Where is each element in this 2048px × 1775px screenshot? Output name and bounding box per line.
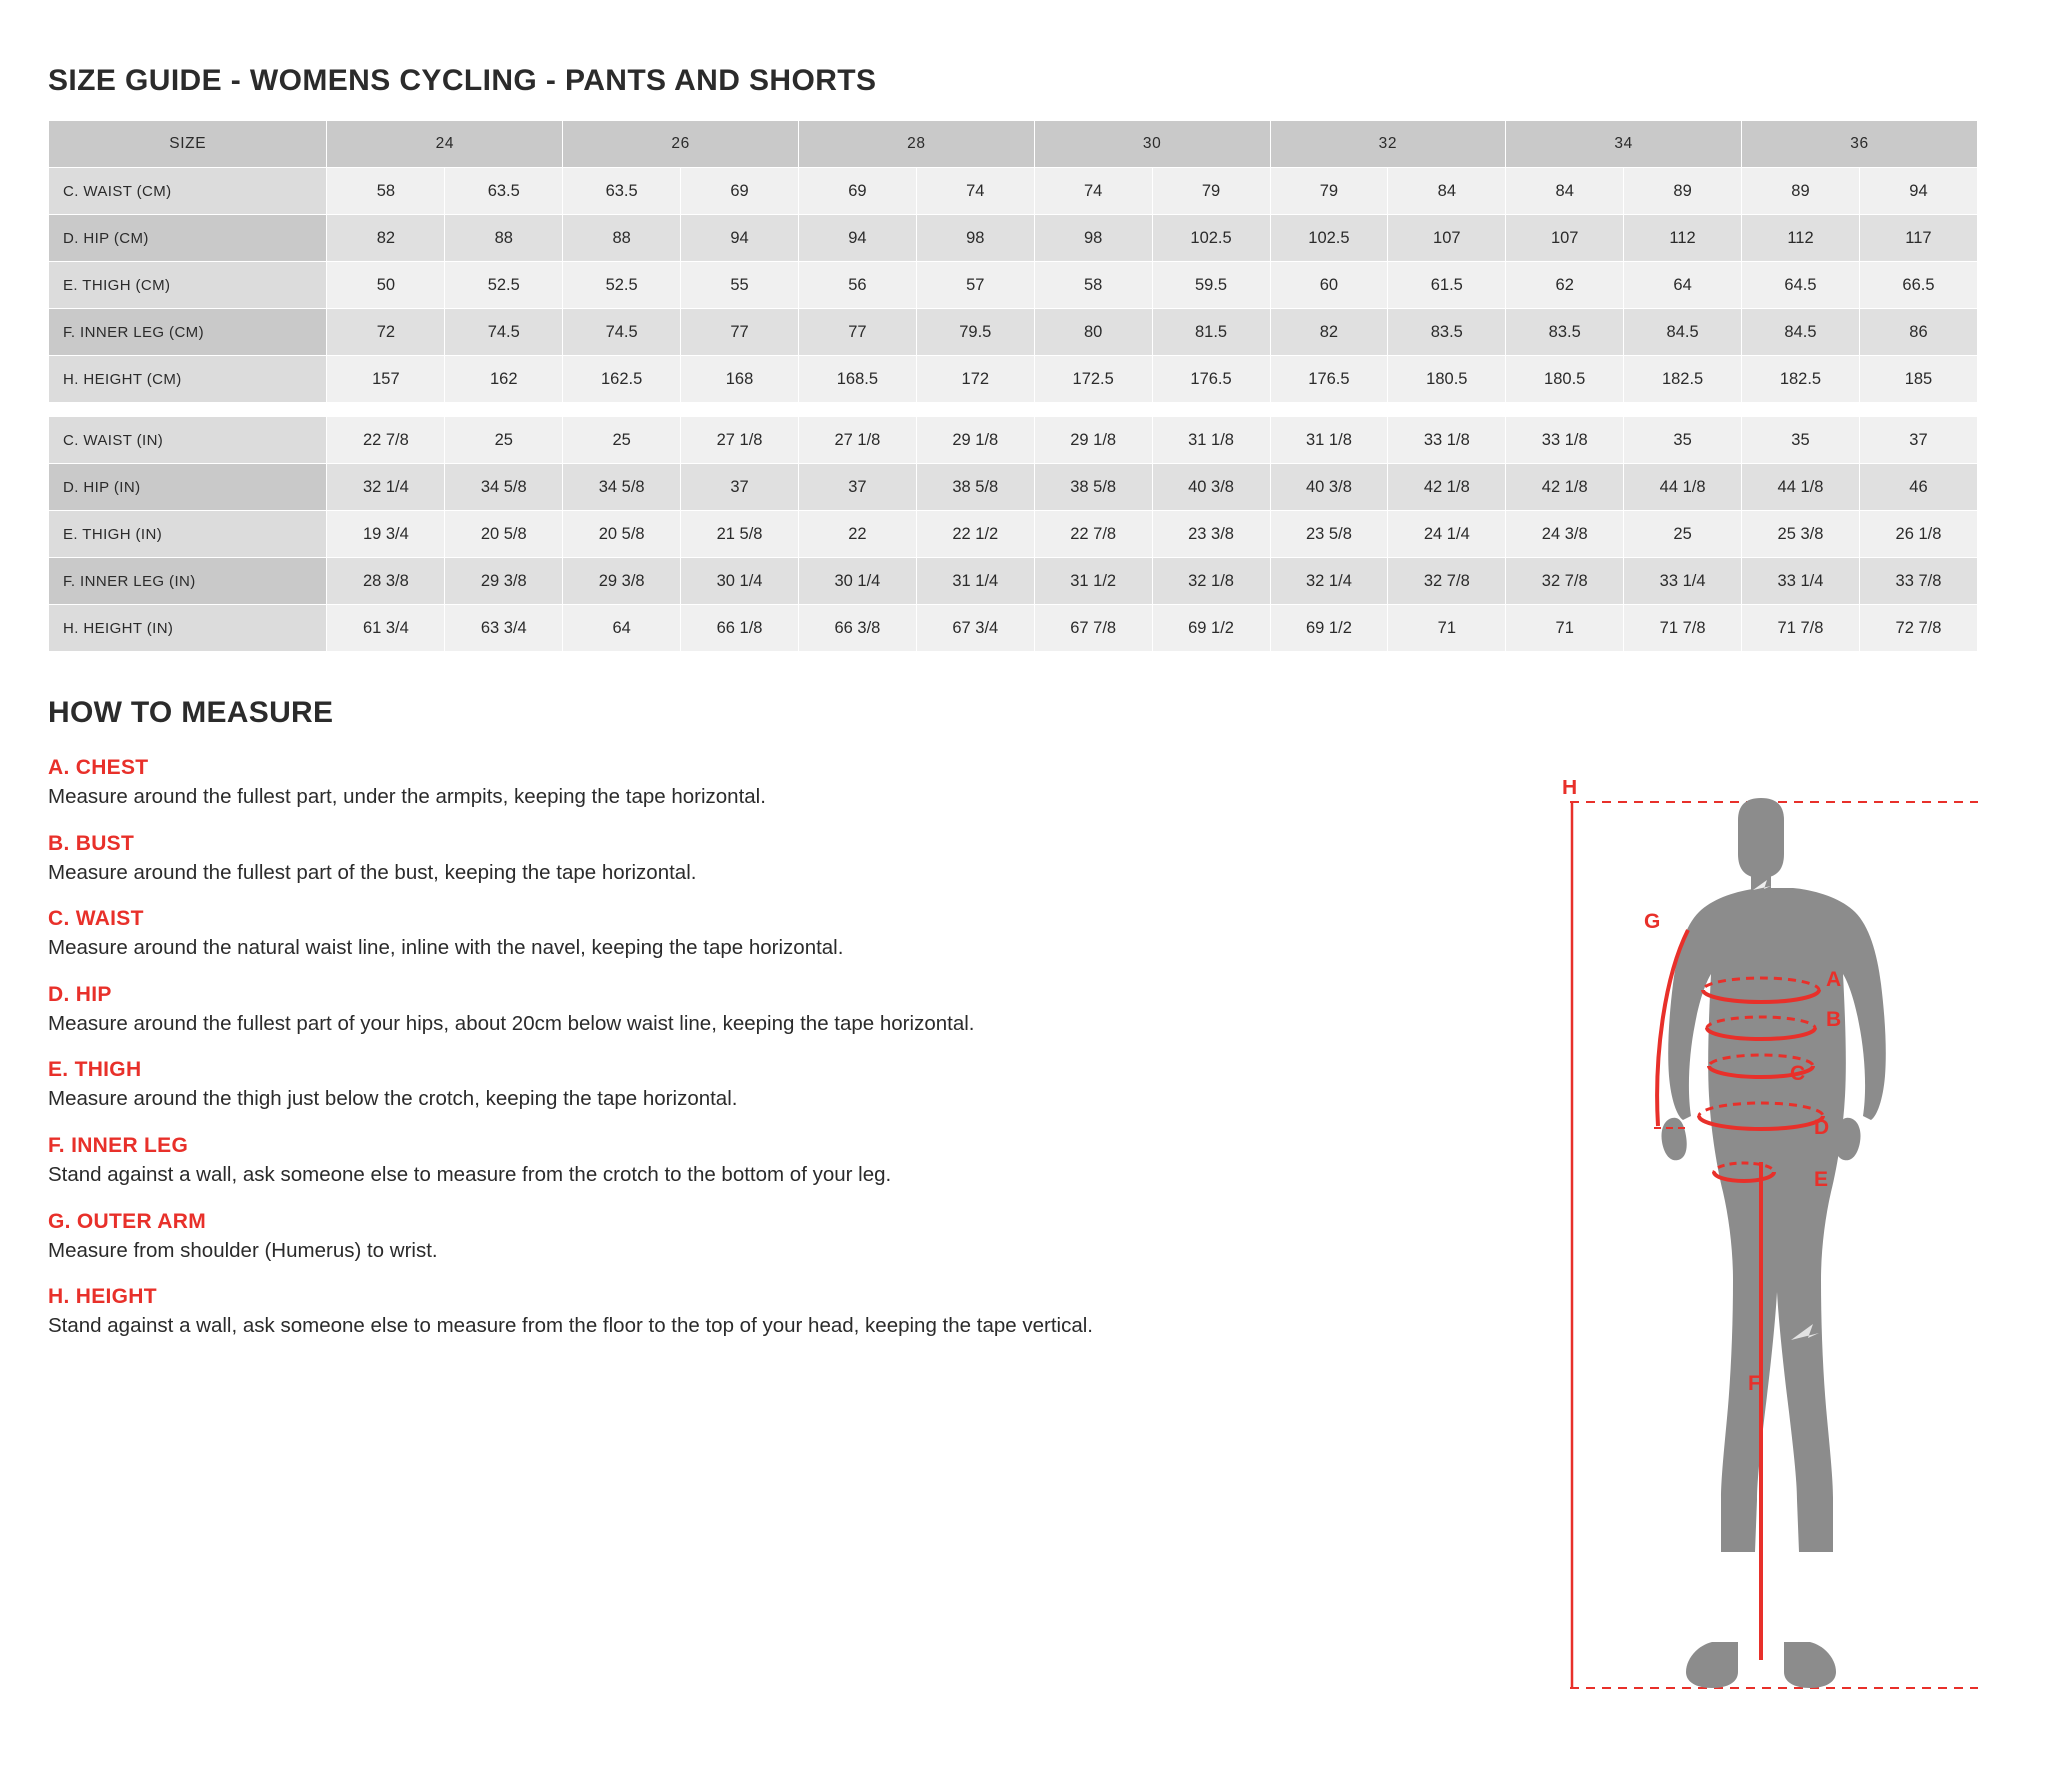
table-cell: 180.5 bbox=[1388, 356, 1506, 403]
table-cell: 112 bbox=[1742, 215, 1860, 262]
table-cell: 88 bbox=[563, 215, 681, 262]
measure-item-c bbox=[48, 907, 1468, 961]
table-cell: 24 3/8 bbox=[1506, 511, 1624, 558]
table-cell: 74 bbox=[1034, 168, 1152, 215]
table-cell: 69 1/2 bbox=[1152, 605, 1270, 652]
measure-item-heading: H. HEIGHT bbox=[48, 1285, 157, 1309]
table-cell: 61.5 bbox=[1388, 262, 1506, 309]
table-cell: 63 3/4 bbox=[445, 605, 563, 652]
table-cell: 102.5 bbox=[1270, 215, 1388, 262]
table-cell: 22 7/8 bbox=[327, 417, 445, 464]
measure-instructions-list bbox=[48, 756, 1468, 1339]
measure-item-a bbox=[48, 756, 1468, 810]
how-to-measure-heading: HOW TO MEASURE bbox=[48, 696, 334, 729]
row-label: F. INNER LEG (IN) bbox=[49, 558, 327, 605]
table-cell: 94 bbox=[681, 215, 799, 262]
table-cell: 69 bbox=[798, 168, 916, 215]
table-header-size-36: 36 bbox=[1742, 121, 1978, 168]
table-cell: 32 1/4 bbox=[327, 464, 445, 511]
table-cell: 22 7/8 bbox=[1034, 511, 1152, 558]
table-cell: 25 bbox=[445, 417, 563, 464]
table-cell: 33 1/8 bbox=[1506, 417, 1624, 464]
measure-item-description: Measure from shoulder (Humerus) to wrist. bbox=[48, 1238, 438, 1262]
table-cell: 52.5 bbox=[445, 262, 563, 309]
table-cell: 79.5 bbox=[916, 309, 1034, 356]
measure-item-e bbox=[48, 1058, 1468, 1112]
table-cell: 67 7/8 bbox=[1034, 605, 1152, 652]
table-cell: 35 bbox=[1624, 417, 1742, 464]
table-cell: 61 3/4 bbox=[327, 605, 445, 652]
row-label: C. WAIST (CM) bbox=[49, 168, 327, 215]
table-cell: 80 bbox=[1034, 309, 1152, 356]
measure-item-d bbox=[48, 983, 1468, 1037]
row-label: H. HEIGHT (IN) bbox=[49, 605, 327, 652]
measure-item-heading: A. CHEST bbox=[48, 756, 149, 779]
table-cell: 44 1/8 bbox=[1624, 464, 1742, 511]
table-cell: 94 bbox=[798, 215, 916, 262]
table-cell: 40 3/8 bbox=[1152, 464, 1270, 511]
table-cell: 20 5/8 bbox=[445, 511, 563, 558]
table-cell: 57 bbox=[916, 262, 1034, 309]
table-cell: 81.5 bbox=[1152, 309, 1270, 356]
page-title bbox=[48, 64, 2000, 98]
table-cell: 28 3/8 bbox=[327, 558, 445, 605]
row-label: D. HIP (IN) bbox=[49, 464, 327, 511]
table-cell: 29 3/8 bbox=[445, 558, 563, 605]
table-cell: 89 bbox=[1624, 168, 1742, 215]
table-cell: 22 1/2 bbox=[916, 511, 1034, 558]
measure-item-heading: B. BUST bbox=[48, 831, 135, 855]
table-cell: 42 1/8 bbox=[1506, 464, 1624, 511]
table-cell: 32 1/4 bbox=[1270, 558, 1388, 605]
table-cell: 20 5/8 bbox=[563, 511, 681, 558]
table-cell: 182.5 bbox=[1624, 356, 1742, 403]
table-cell: 64 bbox=[563, 605, 681, 652]
table-cell: 69 bbox=[681, 168, 799, 215]
table-cell: 83.5 bbox=[1388, 309, 1506, 356]
table-cell: 31 1/2 bbox=[1034, 558, 1152, 605]
table-cell: 21 5/8 bbox=[681, 511, 799, 558]
table-cell: 64.5 bbox=[1742, 262, 1860, 309]
table-cell: 52.5 bbox=[563, 262, 681, 309]
table-cell: 63.5 bbox=[563, 168, 681, 215]
table-cell: 38 5/8 bbox=[916, 464, 1034, 511]
table-cell: 185 bbox=[1859, 356, 1977, 403]
table-cell: 29 3/8 bbox=[563, 558, 681, 605]
table-cell: 172 bbox=[916, 356, 1034, 403]
table-cell: 33 1/8 bbox=[1388, 417, 1506, 464]
measure-item-description: Measure around the fullest part, under the armpits, keeping the tape horizontal. bbox=[48, 785, 766, 808]
table-cell: 60 bbox=[1270, 262, 1388, 309]
table-cell: 176.5 bbox=[1270, 356, 1388, 403]
table-cell: 71 7/8 bbox=[1742, 605, 1860, 652]
table-cell: 23 5/8 bbox=[1270, 511, 1388, 558]
table-cell: 88 bbox=[445, 215, 563, 262]
table-cell: 168 bbox=[681, 356, 799, 403]
table-cell: 157 bbox=[327, 356, 445, 403]
measure-item-heading: G. OUTER ARM bbox=[48, 1209, 206, 1233]
size-chart-table bbox=[48, 120, 1978, 652]
measure-item-description: Measure around the fullest part of the bust, keeping the tape horizontal. bbox=[48, 860, 697, 884]
table-cell: 74.5 bbox=[563, 309, 681, 356]
table-cell: 84 bbox=[1388, 168, 1506, 215]
table-cell: 77 bbox=[681, 309, 799, 356]
table-cell: 56 bbox=[798, 262, 916, 309]
table-cell: 84 bbox=[1506, 168, 1624, 215]
table-cell: 162 bbox=[445, 356, 563, 403]
table-row bbox=[49, 511, 1978, 558]
table-header-size-32: 32 bbox=[1270, 121, 1506, 168]
table-cell: 33 7/8 bbox=[1859, 558, 1977, 605]
table-cell: 46 bbox=[1859, 464, 1977, 511]
measure-item-heading: E. THIGH bbox=[48, 1058, 142, 1082]
table-cell: 31 1/8 bbox=[1270, 417, 1388, 464]
table-cell: 22 bbox=[798, 511, 916, 558]
table-header-size-30: 30 bbox=[1034, 121, 1270, 168]
table-row bbox=[49, 464, 1978, 511]
row-label: D. HIP (CM) bbox=[49, 215, 327, 262]
table-cell: 176.5 bbox=[1152, 356, 1270, 403]
table-cell: 29 1/8 bbox=[916, 417, 1034, 464]
table-cell: 34 5/8 bbox=[563, 464, 681, 511]
table-cell: 40 3/8 bbox=[1270, 464, 1388, 511]
table-row bbox=[49, 356, 1978, 403]
table-cell: 168.5 bbox=[798, 356, 916, 403]
figure-letter-E: E bbox=[1814, 1168, 1829, 1191]
measure-item-description: Measure around the fullest part of your hips, about 20cm below waist line, keeping the tape horizontal. bbox=[48, 1011, 975, 1035]
table-cell: 182.5 bbox=[1742, 356, 1860, 403]
measure-item-description: Measure around the thigh just below the crotch, keeping the tape horizontal. bbox=[48, 1087, 738, 1111]
table-cell: 71 7/8 bbox=[1624, 605, 1742, 652]
table-cell: 72 bbox=[327, 309, 445, 356]
table-cell: 25 bbox=[1624, 511, 1742, 558]
table-cell: 25 3/8 bbox=[1742, 511, 1860, 558]
row-label: F. INNER LEG (CM) bbox=[49, 309, 327, 356]
row-label: C. WAIST (IN) bbox=[49, 417, 327, 464]
table-cell: 31 1/8 bbox=[1152, 417, 1270, 464]
table-cell: 30 1/4 bbox=[681, 558, 799, 605]
table-cell: 66.5 bbox=[1859, 262, 1977, 309]
table-cell: 50 bbox=[327, 262, 445, 309]
table-cell: 32 7/8 bbox=[1506, 558, 1624, 605]
table-cell: 34 5/8 bbox=[445, 464, 563, 511]
table-cell: 79 bbox=[1152, 168, 1270, 215]
measure-item-description: Stand against a wall, ask someone else to measure from the floor to the top of your head, keeping the tape vertical. bbox=[48, 1314, 1093, 1338]
table-cell: 79 bbox=[1270, 168, 1388, 215]
table-cell: 38 5/8 bbox=[1034, 464, 1152, 511]
table-cell: 29 1/8 bbox=[1034, 417, 1152, 464]
table-header-size-28: 28 bbox=[798, 121, 1034, 168]
table-cell: 72 7/8 bbox=[1859, 605, 1977, 652]
table-row bbox=[49, 417, 1978, 464]
table-cell: 33 1/4 bbox=[1624, 558, 1742, 605]
measure-item-heading: F. INNER LEG bbox=[48, 1133, 189, 1157]
table-cell: 37 bbox=[798, 464, 916, 511]
measure-item-b bbox=[48, 832, 1468, 886]
page-title-rest: - WOMENS CYCLING - PANTS AND SHORTS bbox=[222, 64, 877, 97]
table-cell: 44 1/8 bbox=[1742, 464, 1860, 511]
table-row bbox=[49, 558, 1978, 605]
table-cell: 102.5 bbox=[1152, 215, 1270, 262]
table-cell: 172.5 bbox=[1034, 356, 1152, 403]
table-cell: 23 3/8 bbox=[1152, 511, 1270, 558]
table-cell: 32 7/8 bbox=[1388, 558, 1506, 605]
table-header-size-26: 26 bbox=[563, 121, 799, 168]
table-cell: 69 1/2 bbox=[1270, 605, 1388, 652]
figure-letter-F: F bbox=[1748, 1372, 1761, 1395]
figure-letter-A: A bbox=[1826, 968, 1842, 991]
table-header-size: SIZE bbox=[49, 121, 327, 168]
table-cell: 58 bbox=[1034, 262, 1152, 309]
figure-letter-B: B bbox=[1826, 1008, 1842, 1031]
measure-item-heading: D. HIP bbox=[48, 982, 112, 1006]
row-label: H. HEIGHT (CM) bbox=[49, 356, 327, 403]
table-cell: 74.5 bbox=[445, 309, 563, 356]
table-cell: 32 1/8 bbox=[1152, 558, 1270, 605]
table-row bbox=[49, 262, 1978, 309]
measure-item-f bbox=[48, 1134, 1468, 1188]
table-cell: 37 bbox=[1859, 417, 1977, 464]
measure-item-description: Measure around the natural waist line, inline with the navel, keeping the tape horizontal. bbox=[48, 936, 844, 960]
table-cell: 58 bbox=[327, 168, 445, 215]
table-cell: 25 bbox=[563, 417, 681, 464]
table-cell: 107 bbox=[1506, 215, 1624, 262]
table-cell: 59.5 bbox=[1152, 262, 1270, 309]
table-cell: 67 3/4 bbox=[916, 605, 1034, 652]
table-row bbox=[49, 309, 1978, 356]
table-cell: 55 bbox=[681, 262, 799, 309]
table-cell: 63.5 bbox=[445, 168, 563, 215]
body-measurement-diagram bbox=[1548, 780, 2008, 1710]
table-cell: 33 1/4 bbox=[1742, 558, 1860, 605]
row-label: E. THIGH (IN) bbox=[49, 511, 327, 558]
figure-letter-C: C bbox=[1790, 1062, 1806, 1085]
table-cell: 82 bbox=[327, 215, 445, 262]
table-cell: 83.5 bbox=[1506, 309, 1624, 356]
table-row bbox=[49, 605, 1978, 652]
figure-letter-H: H bbox=[1562, 780, 1578, 799]
measure-item-h bbox=[48, 1285, 1468, 1339]
table-section-spacer bbox=[49, 403, 1978, 417]
table-cell: 94 bbox=[1859, 168, 1977, 215]
table-cell: 64 bbox=[1624, 262, 1742, 309]
table-cell: 86 bbox=[1859, 309, 1977, 356]
table-cell: 117 bbox=[1859, 215, 1977, 262]
table-row bbox=[49, 168, 1978, 215]
table-cell: 98 bbox=[916, 215, 1034, 262]
table-cell: 162.5 bbox=[563, 356, 681, 403]
figure-letter-G: G bbox=[1644, 910, 1661, 933]
table-cell: 19 3/4 bbox=[327, 511, 445, 558]
table-cell: 37 bbox=[681, 464, 799, 511]
table-cell: 62 bbox=[1506, 262, 1624, 309]
table-cell: 30 1/4 bbox=[798, 558, 916, 605]
table-cell: 27 1/8 bbox=[798, 417, 916, 464]
table-header-size-34: 34 bbox=[1506, 121, 1742, 168]
table-header-row bbox=[49, 121, 1978, 168]
table-cell: 71 bbox=[1506, 605, 1624, 652]
table-cell: 66 1/8 bbox=[681, 605, 799, 652]
table-cell: 71 bbox=[1388, 605, 1506, 652]
page-title-prefix: SIZE GUIDE bbox=[48, 64, 223, 97]
table-cell: 84.5 bbox=[1742, 309, 1860, 356]
table-cell: 84.5 bbox=[1624, 309, 1742, 356]
table-cell: 180.5 bbox=[1506, 356, 1624, 403]
figure-letter-D: D bbox=[1814, 1116, 1830, 1139]
table-row bbox=[49, 215, 1978, 262]
table-cell: 89 bbox=[1742, 168, 1860, 215]
table-cell: 27 1/8 bbox=[681, 417, 799, 464]
table-cell: 74 bbox=[916, 168, 1034, 215]
table-cell: 24 1/4 bbox=[1388, 511, 1506, 558]
table-cell: 66 3/8 bbox=[798, 605, 916, 652]
table-header-size-24: 24 bbox=[327, 121, 563, 168]
measure-item-description: Stand against a wall, ask someone else to measure from the crotch to the bottom of your leg. bbox=[48, 1162, 892, 1186]
table-cell: 82 bbox=[1270, 309, 1388, 356]
measure-item-heading: C. WAIST bbox=[48, 907, 144, 931]
table-cell: 26 1/8 bbox=[1859, 511, 1977, 558]
table-cell: 42 1/8 bbox=[1388, 464, 1506, 511]
table-cell: 35 bbox=[1742, 417, 1860, 464]
table-cell: 77 bbox=[798, 309, 916, 356]
table-cell: 107 bbox=[1388, 215, 1506, 262]
table-cell: 112 bbox=[1624, 215, 1742, 262]
row-label: E. THIGH (CM) bbox=[49, 262, 327, 309]
table-cell: 98 bbox=[1034, 215, 1152, 262]
table-cell: 31 1/4 bbox=[916, 558, 1034, 605]
measure-item-g bbox=[48, 1210, 1468, 1264]
